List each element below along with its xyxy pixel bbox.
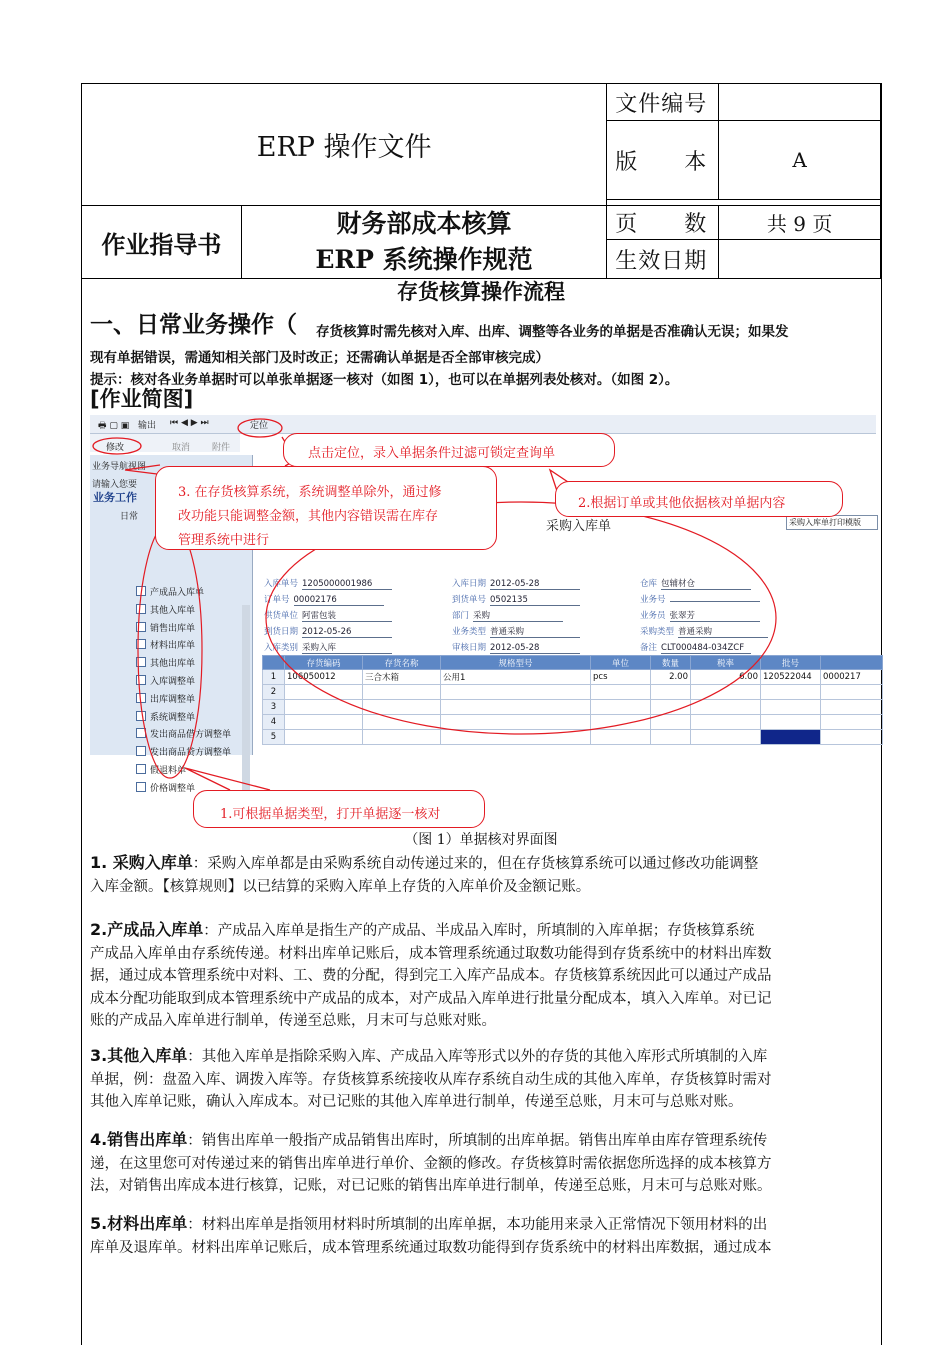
form-field-value[interactable]: 张翠芳 [670, 609, 760, 622]
grid-header-cell[interactable]: 规格型号 [441, 656, 591, 670]
form-field-value[interactable]: 阿雷包装 [302, 609, 392, 622]
form-field-value[interactable]: 采购 [473, 609, 563, 622]
paragraph-line [90, 1091, 880, 1114]
grid-cell[interactable]: 3 [263, 700, 285, 715]
section-heading: 3.其他入库单 [90, 1046, 188, 1065]
pointer-callout1 [185, 768, 270, 790]
grid-cell[interactable]: 6.00 [691, 670, 761, 685]
form-field-label: 供货单位 [264, 611, 299, 621]
pages-label: 页 数 [607, 206, 719, 240]
section-heading: 4.销售出库单 [90, 1130, 188, 1149]
paragraph-text: 账的产成品入库单进行制单，传递至总账，月末可与总账对账。 [90, 1013, 496, 1029]
effective-label: 生效日期 [607, 240, 719, 279]
print-template-select[interactable]: 采购入库单打印模版 [786, 515, 878, 530]
grid-cell[interactable]: 2.00 [651, 670, 691, 685]
callout-locate-text: 点击定位，录入单据条件过滤可锁定查询单 [308, 446, 556, 461]
grid-cell[interactable]: 106050012 [285, 670, 363, 685]
paragraph-line [90, 1010, 880, 1033]
note-line-3: 提示：核对各业务单据时可以单张单据逐一核对（如图 1），也可以在单据列表处核对。（如图 2）。 [90, 372, 679, 388]
body-paragraph [90, 852, 880, 898]
locate-highlight-ellipse [238, 419, 282, 437]
grid-cell[interactable]: 4 [263, 715, 285, 730]
sidebar-item-label: 产成品入库单 [150, 588, 205, 598]
paragraph-line [90, 1153, 880, 1176]
nav-arrows-icon[interactable]: ⏮ ◀ ▶ ⏭ [170, 418, 209, 428]
paragraph-line [90, 1045, 880, 1069]
attach-button[interactable]: 附件 [212, 443, 231, 453]
sidebar-item-label: 系统调整单 [150, 712, 196, 723]
paragraph-line [90, 1237, 880, 1260]
sidebar-item-label: 其他入库单 [150, 605, 196, 616]
pages-value: 共 9 页 [719, 206, 881, 240]
version-value: A [719, 121, 881, 200]
form-field-value[interactable]: 采购入库 [302, 641, 392, 654]
sidebar-item-label: 其他出库单 [150, 659, 196, 670]
subtitle-line2: ERP 系统操作规范 [315, 245, 533, 274]
paragraph-text: 库单及退库单。材料出库单记账后，成本管理系统通过取数功能得到存货系统中的材料出库数据，通过成本 [90, 1239, 772, 1256]
paragraph-text: ：采购入库单都是由采购系统自动传递过来的，但在存货核算系统可以通过修改功能调整 [192, 856, 759, 872]
cancel-button[interactable]: 取消 [172, 443, 191, 453]
sidebar-item-label: 出库调整单 [150, 694, 196, 705]
note-line-1: 存货核算时需先核对入库、出库、调整等各业务的单据是否准确认无误；如果发 [316, 324, 789, 340]
paragraph-line [90, 852, 880, 876]
file-no-label: 文件编号 [607, 84, 719, 121]
form-field-label: 审核日期 [452, 643, 487, 653]
export-button[interactable]: 输出 [138, 421, 157, 431]
paragraph-line [90, 943, 880, 966]
daily-section-title: 一、日常业务操作（ [90, 312, 297, 338]
form-field-value[interactable]: 1205000001986 [302, 579, 392, 590]
form-field-label: 入库单号 [264, 579, 299, 589]
paragraph-text: ：材料出库单是指领用材料时所填制的出库单据，本功能用来录入正常情况下领用材料的出 [187, 1217, 768, 1233]
body-paragraph [90, 1213, 880, 1259]
paragraph-line [90, 1069, 880, 1092]
form-field-value[interactable]: 普通采购 [678, 625, 768, 638]
paragraph-text: ：销售出库单一般指产成品销售出库时，所填制的出库单据。销售出库单由库存管理系统传 [187, 1133, 768, 1149]
daily-node[interactable]: 日常 [120, 512, 139, 522]
form-field-value[interactable]: 2012-05-26 [302, 627, 392, 638]
form-field-label: 入库类别 [264, 643, 299, 653]
callout-3-line1: 3. 在存货核算系统，系统调整单除外，通过修 [178, 485, 442, 500]
callout-1 [193, 790, 485, 828]
paragraph-text: ：产成品入库单是指生产的产成品、半成品入库时，所填制的入库单据；存货核算系统 [203, 923, 755, 939]
form-field-value[interactable]: 2012-05-28 [490, 643, 580, 654]
paragraph-line [90, 988, 880, 1011]
paragraph-text: 入库金额。【核算规则】以已结算的采购入库单上存货的入库单价及金额记账。 [90, 878, 591, 895]
form-field-label: 到货日期 [264, 627, 299, 637]
form-field-label: 业务类型 [452, 627, 487, 637]
body-paragraph [90, 1129, 880, 1198]
section-heading: 5.材料出库单 [90, 1214, 188, 1233]
sidebar-item-label: 材料出库单 [150, 641, 196, 652]
figure-caption: （图 1）单据核对界面图 [404, 832, 558, 848]
subtitle-line1: 财务部成本核算 [336, 209, 512, 238]
locate-button[interactable]: 定位 [250, 421, 269, 431]
paragraph-line [90, 876, 880, 899]
form-field-label: 仓库 [640, 579, 658, 589]
form-field-label: 订单号 [264, 595, 290, 605]
paragraph-line [90, 1175, 880, 1198]
paragraph-text: 递，在这里您可对传递过来的销售出库单进行单价、金额的修改。存货核算时需依据您所选择的成本核算方 [90, 1155, 772, 1172]
callout-3-line3: 管理系统中进行 [178, 533, 270, 548]
grid-cell[interactable]: 公用1 [441, 670, 591, 685]
note-line-2: 现有单据错误，需通知相关部门及时改正；还需确认单据是否全部审核完成） [90, 350, 549, 366]
print-icon[interactable]: 🖶 ▢ ▣ [98, 421, 130, 431]
paragraph-text: 产成品入库单由存系统传递。材料出库单记账后，成本管理系统通过取数功能得到存货系统中的材料出库数 [90, 945, 772, 962]
paragraph-text: 据，通过成本管理系统中对料、工、费的分配，得到完工入库产品成本。存货核算系统因此可以通过产成品 [90, 968, 772, 984]
form-field-label: 入库日期 [452, 579, 487, 589]
paragraph-line [90, 965, 880, 988]
paragraph-line [90, 1129, 880, 1153]
grid-cell[interactable]: 120522044 [761, 670, 821, 685]
paragraph-text: 成本分配功能取到成本管理系统中产成品的成本，对产成品入库单进行批量分配成本，填入入库单。对已记 [90, 990, 772, 1007]
brief-diagram-title: [作业简图] [90, 387, 194, 411]
form-field-value[interactable]: 2012-05-28 [490, 579, 580, 590]
form-field-value[interactable]: 普通采购 [490, 625, 580, 638]
form-field-label: 业务员 [640, 611, 666, 621]
form-field-label: 到货单号 [452, 595, 487, 605]
biz-label: 业务工作 [93, 491, 137, 504]
sidebar-item-label: 销售出库单 [150, 623, 196, 634]
section-heading: 2.产成品入库单 [90, 920, 204, 939]
sidebar-item-label: 假退料单 [150, 766, 187, 776]
form-field-value[interactable]: CLT000484-034ZCF [661, 643, 751, 654]
sidebar-item-label: 入库调整单 [150, 677, 196, 687]
sidebar-item-label: 发出商品贷方调整单 [150, 748, 232, 759]
form-field-label: 采购类型 [640, 627, 675, 637]
sidebar-item-label: 发出商品借方调整单 [150, 730, 232, 741]
section-heading: 1. 采购入库单 [90, 853, 193, 872]
callout-locate [283, 433, 615, 467]
grid-header-cell[interactable]: 单位 [591, 656, 651, 670]
search-hint[interactable]: 请输入您要 [92, 480, 138, 490]
grid-header-cell[interactable]: 存货名称 [363, 656, 441, 670]
nav-label: 业务导航视图 [92, 462, 147, 472]
version-label: 版 本 [607, 121, 719, 200]
grid-header-cell[interactable]: 税率 [691, 656, 761, 670]
sidebar-item-label: 价格调整单 [150, 783, 196, 794]
paragraph-line [90, 919, 880, 943]
callout-1-text: 1.可根据单据类型，打开单据逐一核对 [220, 807, 441, 822]
body-paragraph [90, 1045, 880, 1114]
sidebar-highlight-ellipse [138, 522, 205, 778]
callout-3 [155, 466, 497, 550]
callout-2 [555, 481, 843, 517]
form-field-value[interactable]: 0502135 [490, 595, 580, 606]
modify-button[interactable]: 修改 [106, 443, 125, 453]
callout-2-text: 2.根据订单或其他依据核对单据内容 [578, 496, 786, 511]
flow-title: 存货核算操作流程 [397, 280, 565, 304]
paragraph-text: 法，对销售出库成本进行核算，记账，对已记账的销售出库单进行制单，传递至总账，月末可与总账对账。 [90, 1178, 772, 1194]
grid-header-cell[interactable]: 存货编码 [285, 656, 363, 670]
body-paragraph [90, 919, 880, 1033]
guide-label: 作业指导书 [82, 206, 242, 279]
grid-cell[interactable]: 2 [263, 685, 285, 700]
grid-cell[interactable]: pcs [591, 670, 651, 685]
form-field-value[interactable]: 包辅材仓 [661, 577, 751, 590]
paragraph-text: 单据，例：盘盈入库、调拨入库等。存货核算系统接收从库存系统自动生成的其他入库单，存货核算时需对 [90, 1071, 772, 1088]
grid-header-cell[interactable]: 批号 [761, 656, 821, 670]
grid-cell[interactable]: 1 [263, 670, 285, 685]
callout-3-line2: 改功能只能调整金额，其他内容错误需在库存 [178, 509, 439, 524]
form-field-label: 部门 [452, 611, 470, 621]
modify-highlight-ellipse [93, 438, 141, 454]
paragraph-text: 其他入库单记账，确认入库成本。对已记账的其他入库单进行制单，传递至总账，月末可与总账对账。 [90, 1094, 743, 1110]
paragraph-text: ：其他入库单是指除采购入库、产成品入库等形式以外的存货的其他入库形式所填制的入库 [187, 1049, 768, 1065]
form-field-label: 业务号 [640, 595, 666, 605]
grid-cell[interactable]: 5 [263, 730, 285, 745]
form-field-value[interactable]: 00002176 [294, 595, 384, 606]
document-title: ERP 操作文件 [82, 84, 607, 206]
grid-cell[interactable]: 三合木箱 [363, 670, 441, 685]
form-title: 采购入库单 [546, 519, 612, 534]
paragraph-line [90, 1213, 880, 1237]
grid-cell[interactable]: 0000217 [821, 670, 883, 685]
grid-header-cell[interactable]: 数量 [651, 656, 691, 670]
form-field-label: 备注 [640, 643, 658, 653]
